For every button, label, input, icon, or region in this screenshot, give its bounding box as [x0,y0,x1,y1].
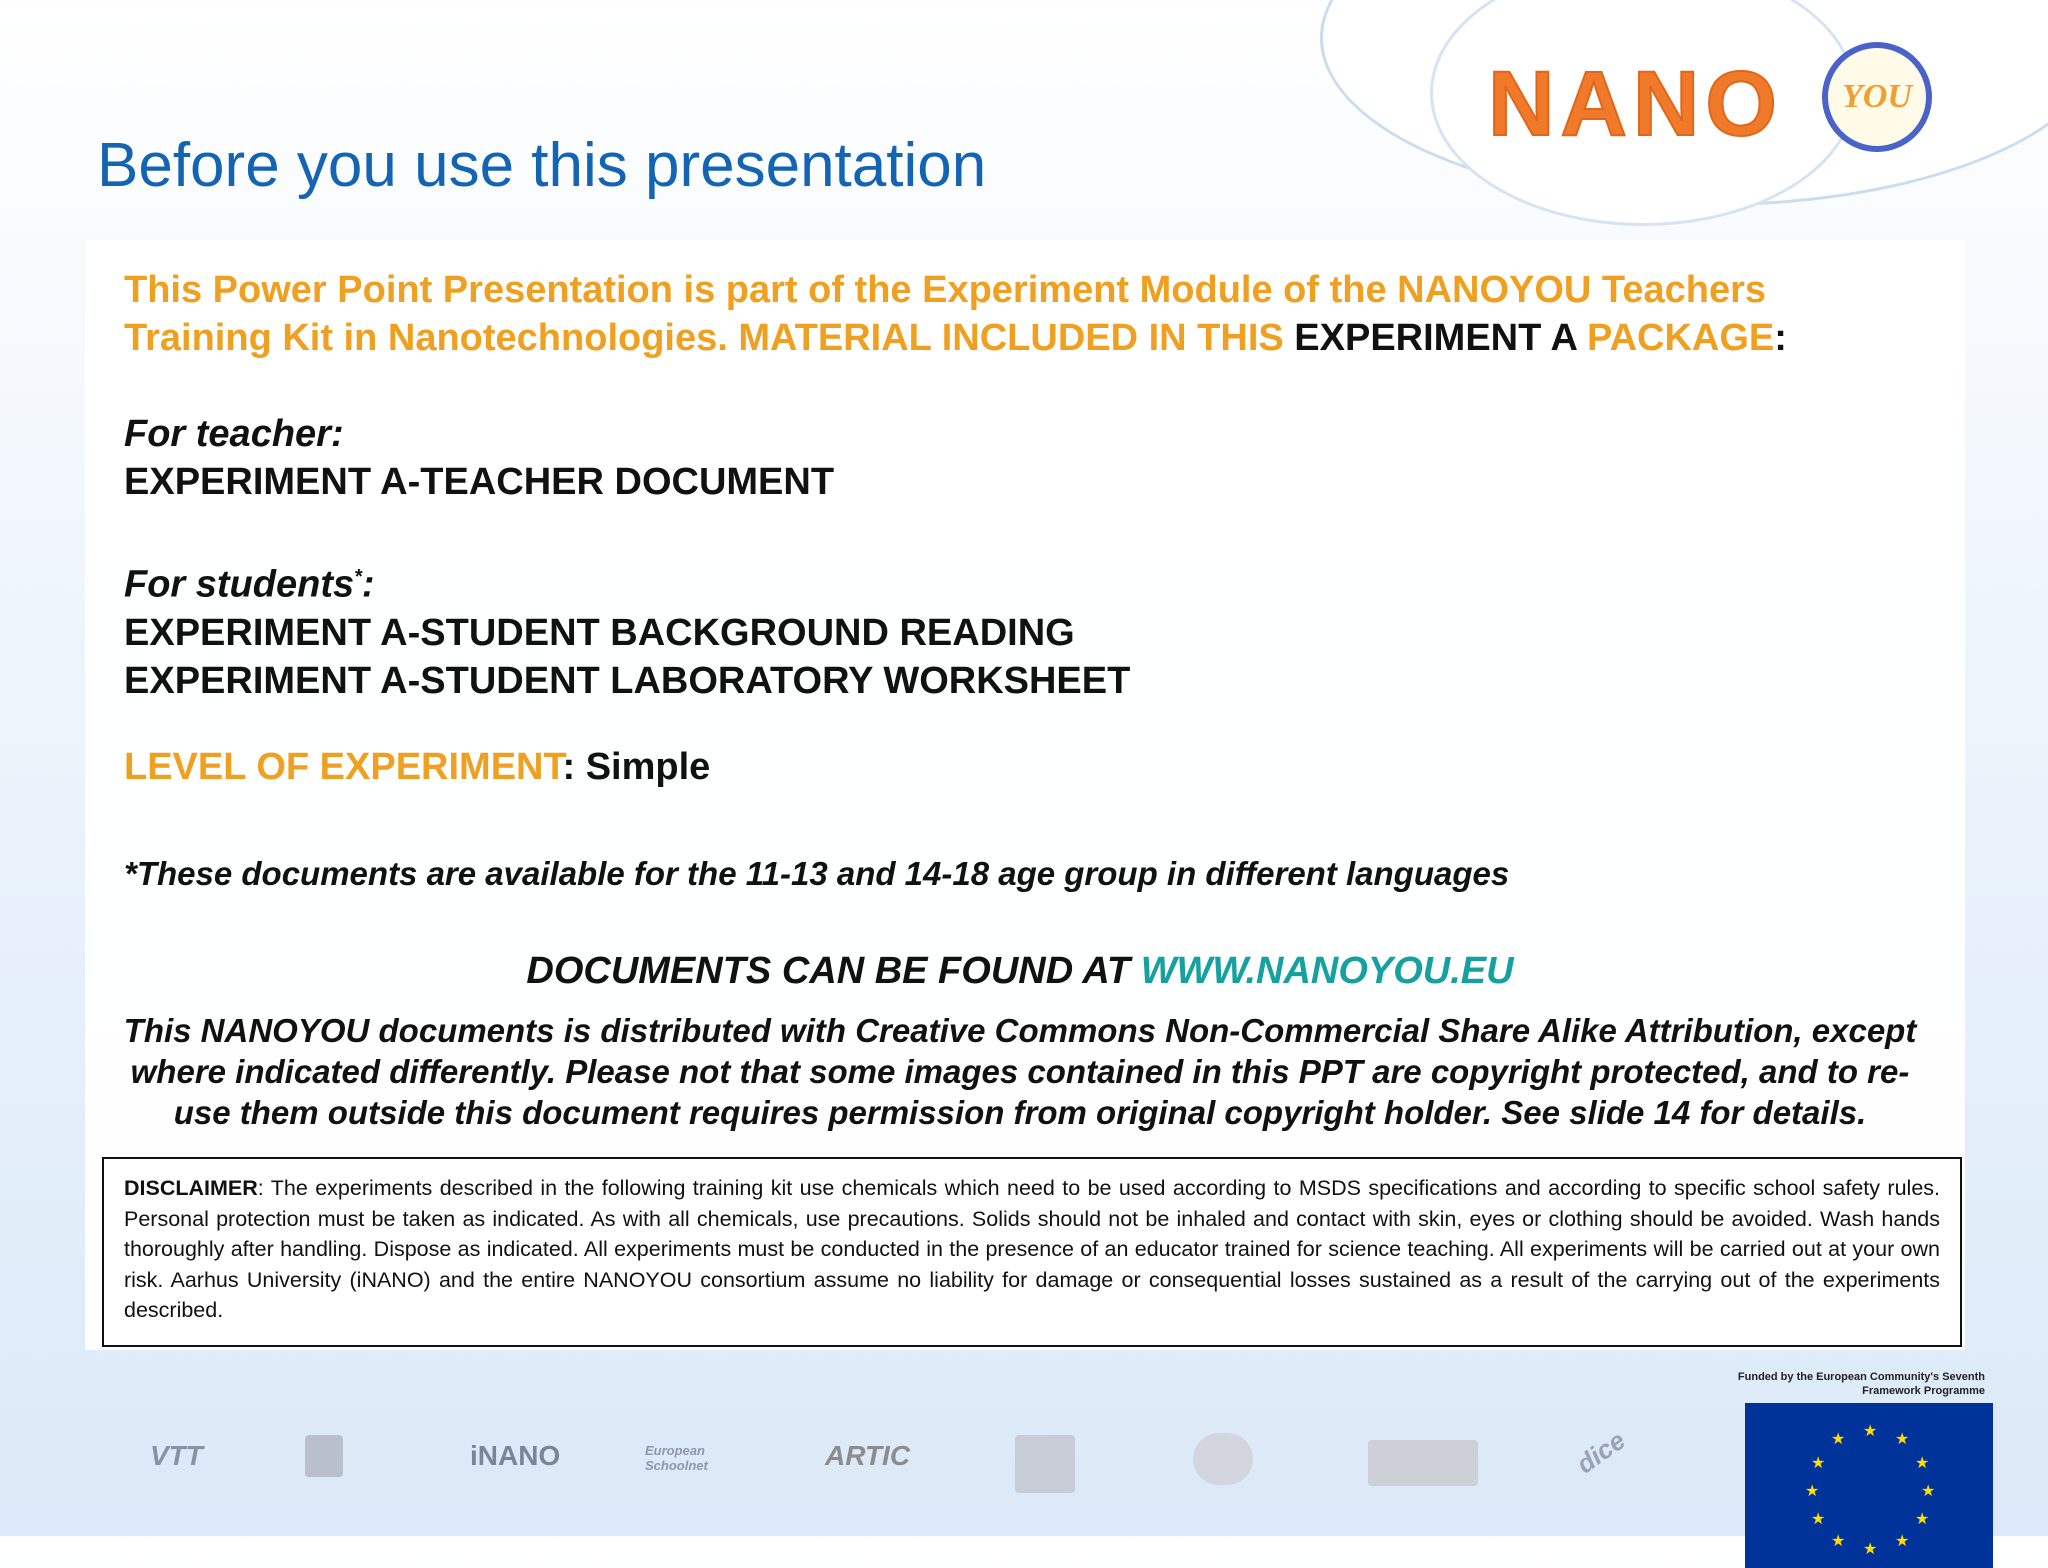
intro-paragraph [124,266,1904,362]
partner-logo-artic: ARTIC [825,1440,911,1471]
logo-text: NANO [1488,53,1783,155]
students-section [124,553,1904,705]
teacher-section [124,410,1904,506]
documents-location [85,947,1955,995]
level-label: LEVEL OF EXPERIMENT [124,746,563,788]
eu-star-icon: ★ [1831,1533,1846,1550]
eu-star-icon: ★ [1915,1455,1930,1472]
partner-logo-inano: iNANO [470,1440,561,1471]
eu-star-icon: ★ [1831,1431,1846,1448]
eu-star-icon: ★ [1863,1541,1878,1558]
students-heading [124,553,1904,609]
partner-logo-european-schoolnet: European Schoolnet [645,1443,708,1473]
partner-logos [85,1355,1985,1558]
disclaimer-box [102,1157,1962,1347]
eu-flag [1745,1403,1993,1568]
partner-logo-shield [305,1435,343,1477]
teacher-document: EXPERIMENT A-TEACHER DOCUMENT [124,461,835,503]
eu-star-icon: ★ [1805,1483,1820,1500]
intro-package: PACKAGE [1576,317,1775,359]
eu-funding-caption: Funded by the European Community's Seventh Framework Programme [1737,1371,1985,1397]
eu-star-icon: ★ [1921,1483,1936,1500]
students-heading-colon: : [361,563,375,606]
partner-logo-dice: dice [1570,1424,1631,1480]
documents-prefix: DOCUMENTS CAN BE FOUND AT [526,950,1141,992]
student-document: EXPERIMENT A-STUDENT LABORATORY WORKSHEET [124,659,1131,702]
disclaimer-text: : The experiments described in the following training kit use chemicals which need to be used according to MSDS specifications and according to specific school safety rules. Personal protection must be taken as indicated. As with all chemicals, use precautions. Solids should not be inhaled and contact with skin, eyes or clothing should be avoided. Wash hands thoroughly after handling. Dispose as indicated. All experiments must be conducted in the presence of an educator trained for science teaching. All experiments will be carried out at your own risk. Aarhus University (iNANO) and the entire NANOYOU consortium assume no liability for damage or consequential losses sustained as a result of the carrying out of the experiments described. [124,1176,1940,1322]
logo-badge: YOU [1822,42,1932,152]
student-document: EXPERIMENT A-STUDENT BACKGROUND READING [124,611,1075,654]
eu-star-icon: ★ [1811,1511,1826,1528]
page-title: Before you use this presentation [97,131,987,200]
partner-logo-vtt: VTT [150,1440,203,1471]
eu-star-icon: ★ [1915,1511,1930,1528]
partner-logo-molecule [1193,1433,1253,1485]
level-line [124,743,1904,791]
license-notice: This NANOYOU documents is distributed with Creative Commons Non-Commercial Share Alike Attribution, except where indicated differently. Please not that some images contained in this PPT are copyright protected, and to re-use them outside this document requires permission from original copyright holder. See slide 14 for details. [123,1012,1917,1131]
disclaimer-label: DISCLAIMER [124,1176,258,1200]
teacher-heading: For teacher: [124,413,344,455]
intro-colon: : [1774,317,1787,359]
partner-logo-grey [1368,1440,1478,1486]
students-asterisk: * [354,566,362,588]
students-heading-text: For students [124,563,355,606]
partner-logo-box [1015,1435,1075,1493]
intro-text: This Power Point Presentation is part of the Experiment Module of the NANOYOU Teachers Training Kit in Nanotechnologies. MATERIAL INCLUDED IN THIS [124,269,1766,359]
eu-star-icon: ★ [1895,1533,1910,1550]
age-group-footnote: *These documents are available for the 11-13 and 14-18 age group in different languages [124,855,1510,892]
level-value: : Simple [562,746,711,788]
nanoyou-website-link[interactable]: WWW.NANOYOU.EU [1140,950,1514,992]
eu-star-icon: ★ [1895,1431,1910,1448]
intro-experiment-name: EXPERIMENT A [1294,317,1577,359]
nanoyou-logo [1470,40,1980,180]
eu-star-icon: ★ [1811,1455,1826,1472]
eu-star-icon: ★ [1863,1423,1878,1440]
